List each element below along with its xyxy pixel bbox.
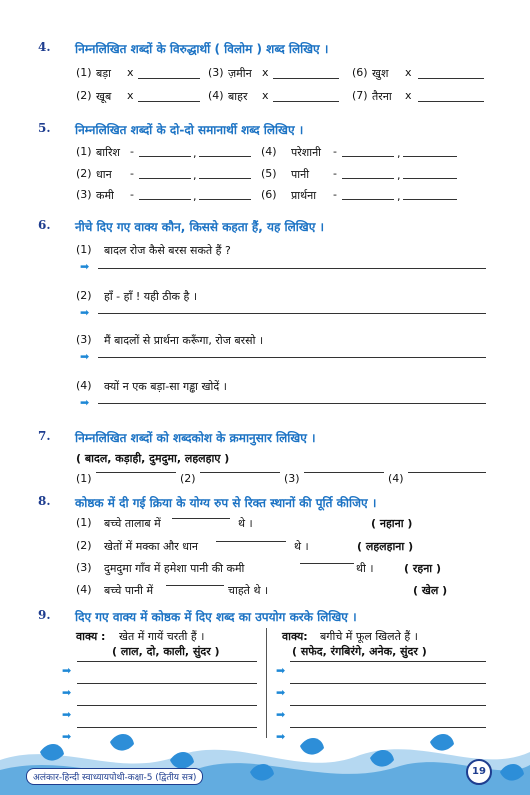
q4-item-word: खूब xyxy=(96,90,112,103)
arrow-icon: ➡ xyxy=(80,260,90,273)
q5-comma: , xyxy=(397,190,401,203)
arrow-icon: ➡ xyxy=(62,708,72,721)
q5-item-num: (5) xyxy=(261,167,277,180)
q7-slot-num: (3) xyxy=(284,472,300,485)
q5-title: निम्नलिखित शब्दों के दो-दो समानार्थी शब्द लिखिए । xyxy=(75,123,304,137)
arrow-icon: ➡ xyxy=(62,730,72,743)
q6-item-num: (1) xyxy=(76,243,92,256)
q4-item-num: (2) xyxy=(76,89,92,102)
q4-mark: x xyxy=(262,66,269,79)
q6-item-num: (3) xyxy=(76,333,92,346)
q5-item-num: (6) xyxy=(261,188,277,201)
q8-item-num: (1) xyxy=(76,516,92,529)
q4-item-num: (7) xyxy=(352,89,368,102)
q5-comma: , xyxy=(193,169,197,182)
q9-left-words: ( लाल, दो, काली, सुंदर ) xyxy=(112,645,220,658)
q9-left-sentence: खेत में गायें चरती हैं । xyxy=(119,630,205,643)
q5-item-word: कमी xyxy=(96,189,114,202)
q9-right-sentence: बगीचे में फूल खिलते हैं । xyxy=(320,630,418,643)
q8-item-num: (4) xyxy=(76,583,92,596)
q5-dash: - xyxy=(333,145,337,158)
q6-item-text: हाँ - हाँ ! यही ठीक है । xyxy=(104,290,198,303)
q8-item-pre: बच्चे पानी में xyxy=(104,584,154,597)
q8-item-post: चाहते थे । xyxy=(228,584,269,597)
q8-verb: ( खेल ) xyxy=(413,584,448,597)
arrow-icon: ➡ xyxy=(80,396,90,409)
q9-number: 9. xyxy=(38,608,51,622)
q6-item-num: (4) xyxy=(76,379,92,392)
q9-left-label: वाक्य : xyxy=(76,630,106,643)
q5-number: 5. xyxy=(38,121,51,135)
q6-item-num: (2) xyxy=(76,289,92,302)
q8-verb: ( रहना ) xyxy=(404,562,442,575)
q5-item-word: धान xyxy=(96,168,112,181)
q8-title: कोष्ठक में दी गई क्रिया के योग्य रुप से रिक्त स्थानों की पूर्ति कीजिए । xyxy=(75,496,377,510)
q7-title: निम्नलिखित शब्दों को शब्दकोश के क्रमानुसार लिखिए । xyxy=(75,431,316,445)
q5-item-word: प्रार्थना xyxy=(291,189,317,202)
q5-item-num: (4) xyxy=(261,145,277,158)
arrow-icon: ➡ xyxy=(62,664,72,677)
q7-slot-num: (2) xyxy=(180,472,196,485)
q4-title: निम्नलिखित शब्दों के विरुद्धार्थी ( विलोम ) शब्द लिखिए । xyxy=(75,42,329,56)
q8-verb: ( नहाना ) xyxy=(371,517,413,530)
q8-item-pre: बच्चे तालाब में xyxy=(104,517,161,530)
q4-mark: x xyxy=(127,66,134,79)
q7-slot-num: (4) xyxy=(388,472,404,485)
q9-right-words: ( सफेद, रंगबिरंगे, अनेक, सुंदर ) xyxy=(292,645,427,658)
q7-number: 7. xyxy=(38,429,51,443)
arrow-icon: ➡ xyxy=(276,686,286,699)
q8-number: 8. xyxy=(38,494,51,508)
q6-title: नीचे दिए गए वाक्य कौन, किससे कहता हैं, यह लिखिए । xyxy=(75,220,325,234)
q8-item-post: थे । xyxy=(238,517,253,530)
q4-item-word: तैरना xyxy=(372,90,392,103)
q4-mark: x xyxy=(127,89,134,102)
q5-dash: - xyxy=(333,188,337,201)
page-number: 19 xyxy=(466,759,492,785)
q5-comma: , xyxy=(193,190,197,203)
q4-item-num: (6) xyxy=(352,66,368,79)
q4-mark: x xyxy=(405,89,412,102)
q7-word-list: ( बादल, कड़ाही, दुमदुमा, लहलहाए ) xyxy=(76,452,230,465)
arrow-icon: ➡ xyxy=(276,730,286,743)
q5-dash: - xyxy=(130,188,134,201)
q4-item-word: खुश xyxy=(372,67,389,80)
q6-item-text: क्यों न एक बड़ा-सा गड्ढा खोदें । xyxy=(104,380,227,393)
q5-item-num: (2) xyxy=(76,167,92,180)
q9-title: दिए गए वाक्य में कोष्ठक में दिए शब्द का उपयोग करके लिखिए । xyxy=(75,610,357,624)
q7-slot-num: (1) xyxy=(76,472,92,485)
arrow-icon: ➡ xyxy=(276,664,286,677)
arrow-icon: ➡ xyxy=(80,350,90,363)
arrow-icon: ➡ xyxy=(276,708,286,721)
footer-book-title: अलंकार-हिन्दी स्वाध्यायपोथी-कक्षा-5 (द्वितीय सत्र) xyxy=(26,768,203,785)
q6-item-text: बादल रोज कैसे बरस सकते हैं ? xyxy=(104,244,231,257)
q4-item-num: (4) xyxy=(208,89,224,102)
q4-item-word: ज़मीन xyxy=(228,67,252,80)
q5-comma: , xyxy=(397,147,401,160)
q5-comma: , xyxy=(193,147,197,160)
q4-mark: x xyxy=(405,66,412,79)
arrow-icon: ➡ xyxy=(80,306,90,319)
q4-mark: x xyxy=(262,89,269,102)
q5-item-num: (1) xyxy=(76,145,92,158)
arrow-icon: ➡ xyxy=(62,686,72,699)
q8-item-post: थी । xyxy=(356,562,374,575)
q4-item-word: बाहर xyxy=(228,90,248,103)
q6-item-text: मैं बादलों से प्रार्थना करूँगा, रोज बरसो । xyxy=(104,334,264,347)
q4-item-num: (3) xyxy=(208,66,224,79)
q5-comma: , xyxy=(397,169,401,182)
q5-item-word: परेशानी xyxy=(291,146,322,159)
q8-item-post: थे । xyxy=(294,540,309,553)
q8-item-num: (3) xyxy=(76,561,92,574)
q5-item-word: बारिश xyxy=(96,146,120,159)
q8-item-num: (2) xyxy=(76,539,92,552)
q4-number: 4. xyxy=(38,40,51,54)
q5-dash: - xyxy=(130,145,134,158)
q5-item-word: पानी xyxy=(291,168,310,181)
q5-item-num: (3) xyxy=(76,188,92,201)
q8-item-pre: दुमदुमा गाँव में हमेशा पानी की कमी xyxy=(104,562,245,575)
q5-dash: - xyxy=(333,167,337,180)
q9-right-label: वाक्य: xyxy=(282,630,308,643)
q6-number: 6. xyxy=(38,218,51,232)
q8-item-pre: खेतों में मक्का और धान xyxy=(104,540,199,553)
q4-item-word: बड़ा xyxy=(96,67,112,80)
q5-dash: - xyxy=(130,167,134,180)
q4-item-num: (1) xyxy=(76,66,92,79)
q8-verb: ( लहलहाना ) xyxy=(357,540,414,553)
